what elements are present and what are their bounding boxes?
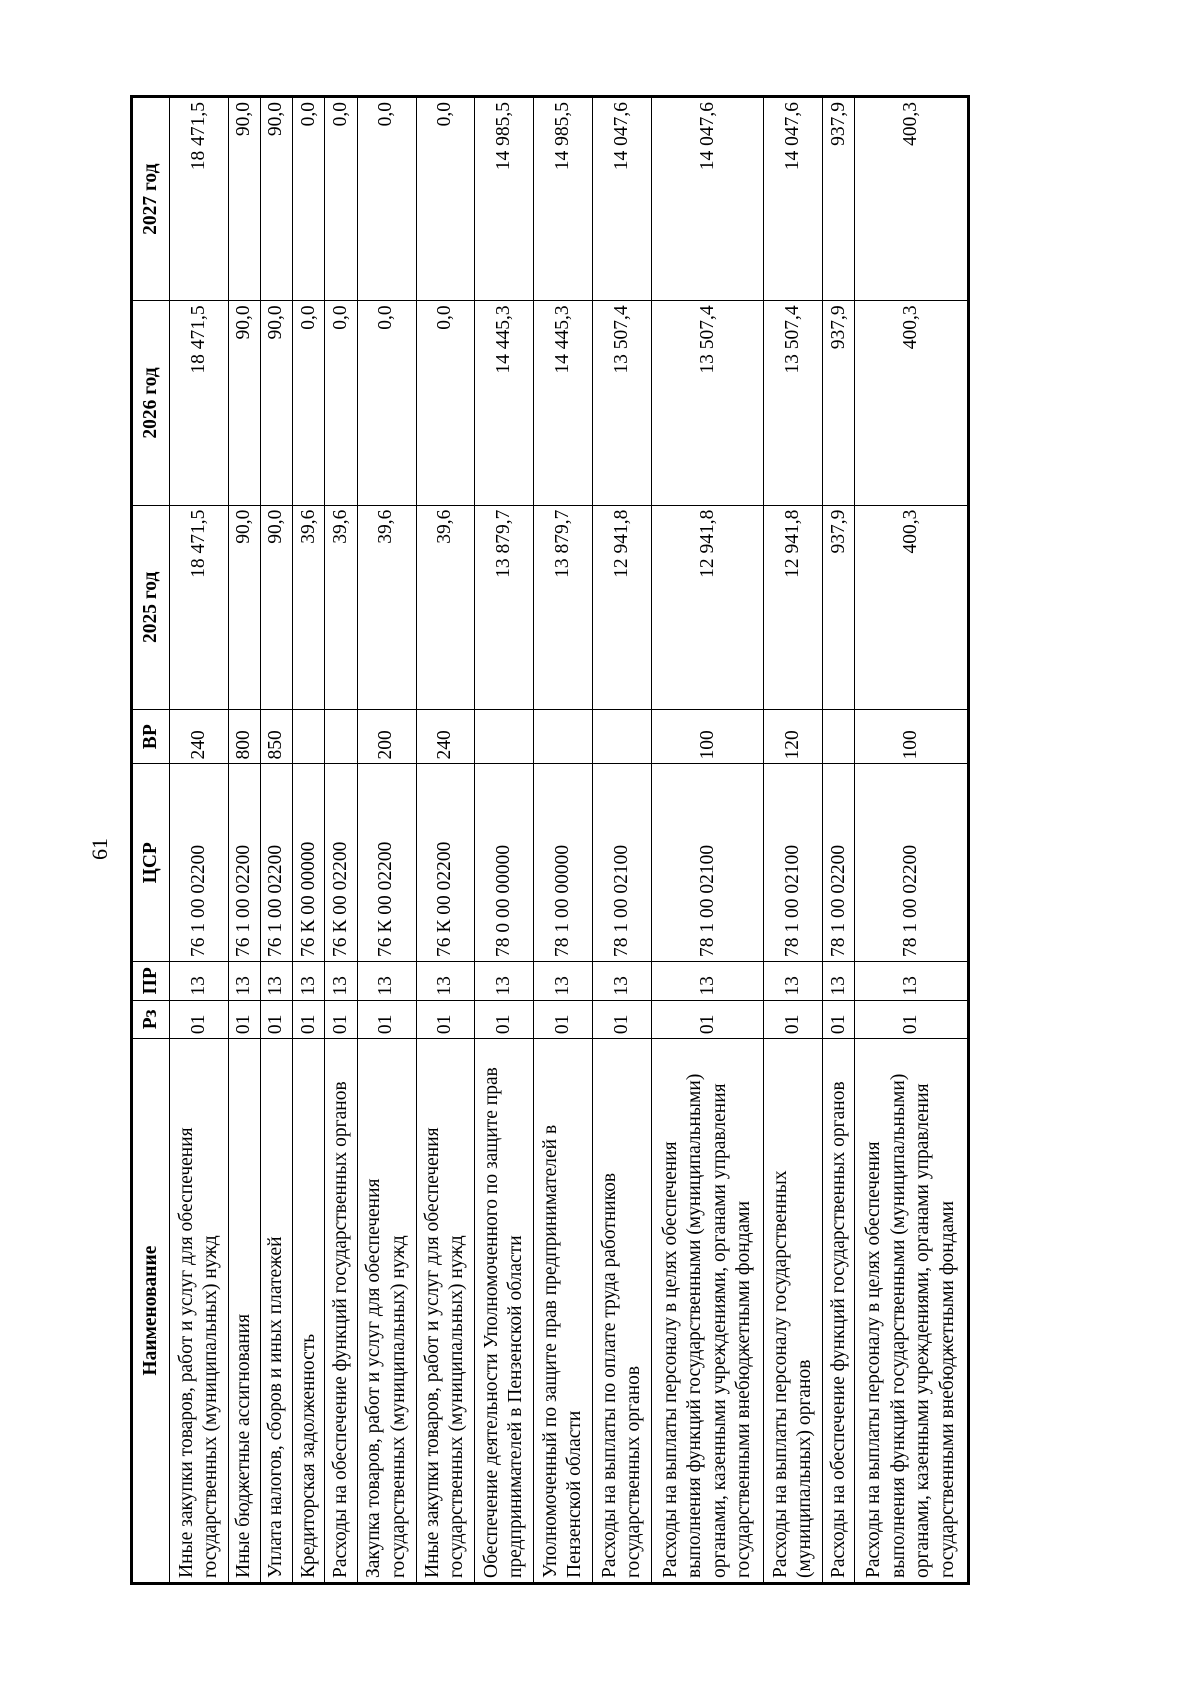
- cell-y2025: 90,0: [261, 505, 293, 709]
- table-row: [823, 97, 855, 1584]
- cell-y2027: 0,0: [293, 97, 325, 301]
- cell-rz: 01: [475, 1000, 534, 1039]
- cell-name: Расходы на обеспечение функций государственных органов: [325, 1039, 357, 1584]
- cell-name: Расходы на выплаты персоналу в целях обеспечения выполнения функций государственными (муниципальными) органами, казенными учреждениями, органами управления государственными внебюджетными фондами: [855, 1039, 969, 1584]
- cell-vr: 850: [261, 709, 293, 763]
- cell-y2027: 0,0: [357, 97, 416, 301]
- cell-csr: 78 1 00 02100: [593, 764, 652, 962]
- cell-pr: 13: [855, 961, 969, 1000]
- cell-y2027: 14 047,6: [652, 97, 764, 301]
- cell-name: Кредиторская задолженность: [293, 1039, 325, 1584]
- cell-csr: 76 К 00 02200: [357, 764, 416, 962]
- cell-rz: 01: [823, 1000, 855, 1039]
- cell-y2026: 0,0: [293, 301, 325, 505]
- cell-name: Расходы на обеспечение функций государственных органов: [823, 1039, 855, 1584]
- cell-vr: 240: [416, 709, 475, 763]
- cell-name: Расходы на выплаты персоналу государственных (муниципальных) органов: [764, 1039, 823, 1584]
- cell-y2026: 13 507,4: [593, 301, 652, 505]
- cell-y2025: 937,9: [823, 505, 855, 709]
- cell-y2025: 90,0: [228, 505, 260, 709]
- cell-name: Обеспечение деятельности Уполномоченного по защите прав предпринимателей в Пензенской области: [475, 1039, 534, 1584]
- cell-vr: [823, 709, 855, 763]
- table-row: [764, 97, 823, 1584]
- cell-y2025: 39,6: [357, 505, 416, 709]
- cell-name: Уплата налогов, сборов и иных платежей: [261, 1039, 293, 1584]
- table-row: [293, 97, 325, 1584]
- cell-rz: 01: [855, 1000, 969, 1039]
- cell-vr: [593, 709, 652, 763]
- rotated-table-area: [130, 95, 970, 1585]
- cell-y2027: 0,0: [416, 97, 475, 301]
- table-row: [357, 97, 416, 1584]
- header-2026: 2026 год: [132, 301, 170, 505]
- table-row: [475, 97, 534, 1584]
- cell-y2026: 90,0: [228, 301, 260, 505]
- cell-rz: 01: [228, 1000, 260, 1039]
- cell-pr: 13: [261, 961, 293, 1000]
- cell-csr: 78 1 00 02100: [764, 764, 823, 962]
- cell-pr: 13: [652, 961, 764, 1000]
- table-row: [416, 97, 475, 1584]
- cell-y2025: 18 471,5: [170, 505, 229, 709]
- header-csr: ЦСР: [132, 764, 170, 962]
- cell-pr: 13: [475, 961, 534, 1000]
- cell-csr: 78 1 00 02200: [823, 764, 855, 962]
- cell-csr: 78 1 00 02200: [855, 764, 969, 962]
- header-name: Наименование: [132, 1039, 170, 1584]
- cell-name: Иные закупки товаров, работ и услуг для обеспечения государственных (муниципальных) нужд: [170, 1039, 229, 1584]
- budget-table: [130, 95, 970, 1585]
- table-row: [652, 97, 764, 1584]
- cell-y2027: 90,0: [261, 97, 293, 301]
- cell-y2027: 0,0: [325, 97, 357, 301]
- header-vr: ВР: [132, 709, 170, 763]
- table-row: [325, 97, 357, 1584]
- cell-csr: 76 1 00 02200: [261, 764, 293, 962]
- header-rz: Рз: [132, 1000, 170, 1039]
- cell-csr: 78 1 00 00000: [534, 764, 593, 962]
- cell-y2025: 39,6: [325, 505, 357, 709]
- cell-y2025: 12 941,8: [764, 505, 823, 709]
- table-header-row: [132, 97, 170, 1584]
- cell-vr: [293, 709, 325, 763]
- cell-vr: 240: [170, 709, 229, 763]
- cell-y2027: 14 985,5: [534, 97, 593, 301]
- cell-pr: 13: [293, 961, 325, 1000]
- cell-y2026: 90,0: [261, 301, 293, 505]
- cell-y2026: 0,0: [357, 301, 416, 505]
- cell-csr: 76 1 00 02200: [170, 764, 229, 962]
- cell-vr: 120: [764, 709, 823, 763]
- cell-name: Иные бюджетные ассигнования: [228, 1039, 260, 1584]
- cell-pr: 13: [357, 961, 416, 1000]
- cell-y2025: 12 941,8: [652, 505, 764, 709]
- cell-rz: 01: [357, 1000, 416, 1039]
- table-row: [170, 97, 229, 1584]
- table-row: [534, 97, 593, 1584]
- cell-pr: 13: [170, 961, 229, 1000]
- cell-pr: 13: [534, 961, 593, 1000]
- cell-vr: [534, 709, 593, 763]
- header-2025: 2025 год: [132, 505, 170, 709]
- table-row: [228, 97, 260, 1584]
- cell-vr: 100: [855, 709, 969, 763]
- rotated-table-inner: [130, 95, 970, 1585]
- cell-y2027: 18 471,5: [170, 97, 229, 301]
- cell-y2026: 13 507,4: [764, 301, 823, 505]
- cell-y2027: 14 047,6: [593, 97, 652, 301]
- cell-name: Расходы на выплаты персоналу в целях обеспечения выполнения функций государственными (муниципальными) органами, казенными учреждениями, органами управления государственными внебюджетными фондами: [652, 1039, 764, 1584]
- table-body: [170, 97, 969, 1584]
- cell-y2027: 14 985,5: [475, 97, 534, 301]
- cell-y2026: 0,0: [416, 301, 475, 505]
- cell-rz: 01: [534, 1000, 593, 1039]
- header-pr: ПР: [132, 961, 170, 1000]
- cell-y2026: 0,0: [325, 301, 357, 505]
- cell-csr: 78 1 00 02100: [652, 764, 764, 962]
- cell-y2025: 39,6: [416, 505, 475, 709]
- cell-y2026: 400,3: [855, 301, 969, 505]
- cell-csr: 78 0 00 00000: [475, 764, 534, 962]
- cell-y2026: 18 471,5: [170, 301, 229, 505]
- cell-csr: 76 К 00 00000: [293, 764, 325, 962]
- cell-vr: 100: [652, 709, 764, 763]
- cell-vr: 800: [228, 709, 260, 763]
- cell-rz: 01: [652, 1000, 764, 1039]
- cell-vr: [475, 709, 534, 763]
- cell-pr: 13: [593, 961, 652, 1000]
- cell-y2025: 39,6: [293, 505, 325, 709]
- cell-y2025: 13 879,7: [534, 505, 593, 709]
- cell-y2027: 90,0: [228, 97, 260, 301]
- cell-csr: 76 К 00 02200: [325, 764, 357, 962]
- cell-rz: 01: [325, 1000, 357, 1039]
- cell-y2026: 14 445,3: [475, 301, 534, 505]
- cell-y2026: 14 445,3: [534, 301, 593, 505]
- cell-rz: 01: [416, 1000, 475, 1039]
- cell-name: Расходы на выплаты по оплате труда работников государственных органов: [593, 1039, 652, 1584]
- cell-y2027: 14 047,6: [764, 97, 823, 301]
- cell-rz: 01: [593, 1000, 652, 1039]
- cell-csr: 76 1 00 02200: [228, 764, 260, 962]
- cell-name: Уполномоченный по защите прав предпринимателей в Пензенской области: [534, 1039, 593, 1584]
- cell-csr: 76 К 00 02200: [416, 764, 475, 962]
- cell-rz: 01: [170, 1000, 229, 1039]
- cell-y2025: 12 941,8: [593, 505, 652, 709]
- cell-y2026: 13 507,4: [652, 301, 764, 505]
- cell-y2027: 937,9: [823, 97, 855, 301]
- cell-pr: 13: [416, 961, 475, 1000]
- cell-pr: 13: [325, 961, 357, 1000]
- cell-rz: 01: [261, 1000, 293, 1039]
- table-row: [593, 97, 652, 1584]
- cell-y2027: 400,3: [855, 97, 969, 301]
- page-number: 61: [87, 838, 112, 860]
- cell-vr: [325, 709, 357, 763]
- table-row: [261, 97, 293, 1584]
- table-row: [855, 97, 969, 1584]
- cell-rz: 01: [293, 1000, 325, 1039]
- cell-rz: 01: [764, 1000, 823, 1039]
- cell-y2025: 13 879,7: [475, 505, 534, 709]
- cell-y2025: 400,3: [855, 505, 969, 709]
- header-2027: 2027 год: [132, 97, 170, 301]
- cell-name: Иные закупки товаров, работ и услуг для обеспечения государственных (муниципальных) нужд: [416, 1039, 475, 1584]
- cell-y2026: 937,9: [823, 301, 855, 505]
- cell-name: Закупка товаров, работ и услуг для обеспечения государственных (муниципальных) нужд: [357, 1039, 416, 1584]
- cell-pr: 13: [764, 961, 823, 1000]
- cell-pr: 13: [228, 961, 260, 1000]
- cell-vr: 200: [357, 709, 416, 763]
- cell-pr: 13: [823, 961, 855, 1000]
